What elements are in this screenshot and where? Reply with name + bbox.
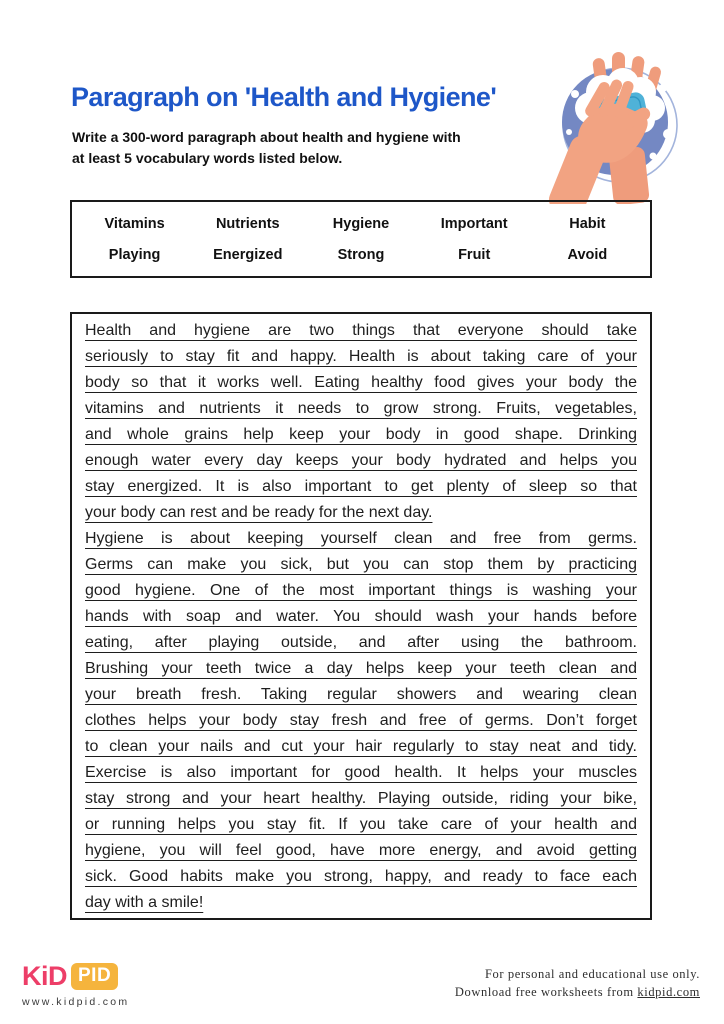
subtitle-line-2: at least 5 vocabulary words listed below.: [72, 150, 343, 166]
essay-line: your body can rest and be ready for the next day.: [85, 504, 433, 521]
essay-line: clothes helps your body stay fresh and free of germs. Don’t forget: [85, 712, 637, 729]
essay-line: and whole grains help keep your body in good shape. Drinking: [85, 426, 637, 443]
essay-line: seriously to stay fit and happy. Health is about taking care of your: [85, 348, 637, 365]
vocab-word: Vitamins: [104, 215, 165, 232]
essay-line: Hygiene is about keeping yourself clean and free from germs.: [85, 530, 637, 547]
essay-line: good hygiene. One of the most important things is washing your: [85, 582, 637, 599]
logo-pid-badge: PID: [71, 963, 118, 990]
vocab-word: Important: [440, 215, 508, 232]
vocab-word: Habit: [569, 215, 606, 232]
page-subtitle: [72, 127, 461, 169]
essay-line: Germs can make you sick, but you can stop them by practicing: [85, 556, 637, 573]
vocab-word: Avoid: [567, 246, 608, 263]
essay-line: eating, after playing outside, and after using the bathroom.: [85, 634, 637, 651]
essay-line: enough water every day keeps your body hydrated and helps you: [85, 452, 637, 469]
subtitle-line-1: Write a 300-word paragraph about health and hygiene with: [72, 129, 461, 145]
vocab-word: Strong: [337, 246, 385, 263]
logo-website-url: www.kidpid.com: [22, 996, 130, 1008]
footer-note-line-1: For personal and educational use only.: [485, 967, 700, 981]
essay-line: hygiene, you will feel good, have more energy, and avoid getting: [85, 842, 637, 859]
essay-line: day with a smile!: [85, 894, 204, 911]
page-title: Paragraph on 'Health and Hygiene': [71, 82, 497, 112]
footer-note-line-2-prefix: Download free worksheets from: [454, 984, 638, 999]
essay-line: hands with soap and water. You should wash your hands before: [85, 608, 637, 625]
vocab-word: Energized: [213, 246, 283, 263]
vocab-word: Fruit: [458, 246, 491, 263]
kidpid-link[interactable]: kidpid.com: [637, 984, 700, 999]
essay-line: your breath fresh. Taking regular showers and wearing clean: [85, 686, 637, 703]
kidpid-logo: [22, 961, 129, 1008]
essay-line: vitamins and nutrients it needs to grow strong. Fruits, vegetables,: [85, 400, 637, 417]
logo-kid-text: KiD: [22, 961, 67, 991]
essay-line: body so that it works well. Eating healthy food gives your body the: [85, 374, 637, 391]
essay-line: Health and hygiene are two things that everyone should take: [85, 322, 637, 339]
vocab-word: Hygiene: [332, 215, 390, 232]
vocab-word: Playing: [108, 246, 161, 263]
footer-note-line-2: [455, 984, 700, 1002]
essay-line: stay strong and your heart healthy. Playing outside, riding your bike,: [85, 790, 637, 807]
essay-line: or running helps you stay fit. If you take care of your health and: [85, 816, 637, 833]
handwashing-icon: [545, 52, 717, 204]
footer-note: [455, 966, 700, 1001]
essay-line: sick. Good habits make you strong, happy, and ready to face each: [85, 868, 637, 885]
vocab-word: Nutrients: [215, 215, 280, 232]
essay-line: Brushing your teeth twice a day helps keep your teeth clean and: [85, 660, 637, 677]
essay-line: Exercise is also important for good health. It helps your muscles: [85, 764, 637, 781]
vocabulary-box: [70, 200, 652, 278]
essay-box: [70, 312, 652, 920]
essay-line: stay energized. It is also important to get plenty of sleep so that: [85, 478, 637, 495]
essay-line: to clean your nails and cut your hair regularly to stay neat and tidy.: [85, 738, 637, 755]
